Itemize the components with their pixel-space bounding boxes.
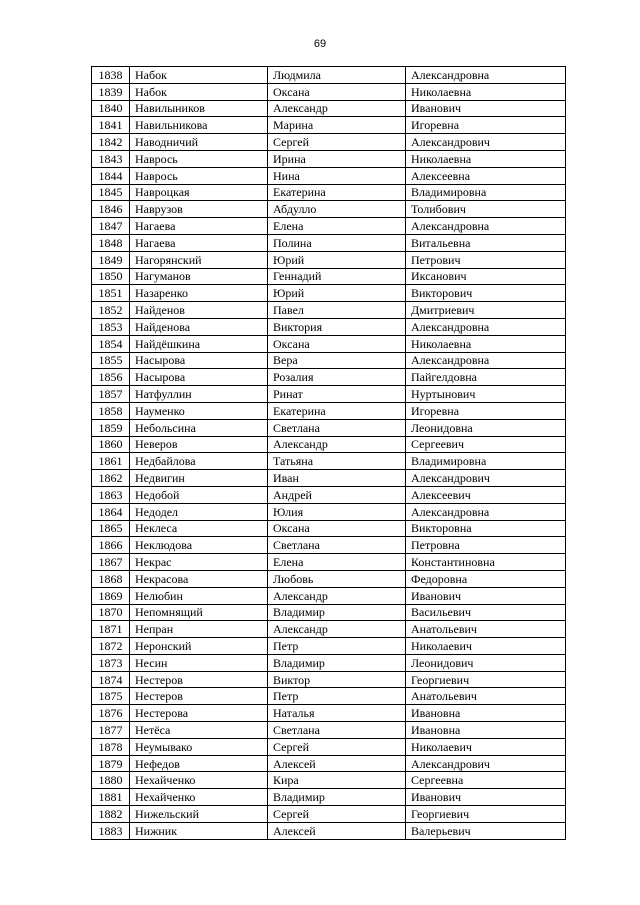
first-name-cell: Елена <box>268 218 406 235</box>
first-name-cell: Виктор <box>268 671 406 688</box>
table-row <box>92 671 566 688</box>
patronymic-cell: Николаевна <box>406 83 566 100</box>
row-number-cell: 1869 <box>92 587 130 604</box>
patronymic-cell: Сергеевна <box>406 772 566 789</box>
surname-cell: Наводничий <box>130 134 268 151</box>
row-number-cell: 1883 <box>92 822 130 839</box>
row-number-cell: 1848 <box>92 234 130 251</box>
surname-cell: Навилыников <box>130 100 268 117</box>
surname-cell: Неклеса <box>130 520 268 537</box>
first-name-cell: Владимир <box>268 654 406 671</box>
patronymic-cell: Александровна <box>406 318 566 335</box>
first-name-cell: Екатерина <box>268 402 406 419</box>
table-row <box>92 352 566 369</box>
surname-cell: Нехайченко <box>130 772 268 789</box>
surname-cell: Нефедов <box>130 755 268 772</box>
surname-cell: Нагаева <box>130 218 268 235</box>
table-row <box>92 654 566 671</box>
row-number-cell: 1849 <box>92 251 130 268</box>
row-number-cell: 1856 <box>92 369 130 386</box>
first-name-cell: Иван <box>268 470 406 487</box>
first-name-cell: Александр <box>268 100 406 117</box>
surname-cell: Набок <box>130 67 268 84</box>
table-row <box>92 100 566 117</box>
row-number-cell: 1878 <box>92 738 130 755</box>
row-number-cell: 1841 <box>92 117 130 134</box>
row-number-cell: 1857 <box>92 386 130 403</box>
table-row <box>92 419 566 436</box>
patronymic-cell: Игоревна <box>406 117 566 134</box>
table-row <box>92 369 566 386</box>
patronymic-cell: Иванович <box>406 587 566 604</box>
row-number-cell: 1874 <box>92 671 130 688</box>
surname-cell: Нестерова <box>130 705 268 722</box>
patronymic-cell: Иванович <box>406 100 566 117</box>
first-name-cell: Абдулло <box>268 201 406 218</box>
surname-cell: Навильникова <box>130 117 268 134</box>
table-row <box>92 67 566 84</box>
table-row <box>92 772 566 789</box>
row-number-cell: 1864 <box>92 503 130 520</box>
patronymic-cell: Иванович <box>406 789 566 806</box>
surname-cell: Нестеров <box>130 688 268 705</box>
row-number-cell: 1863 <box>92 486 130 503</box>
first-name-cell: Оксана <box>268 83 406 100</box>
surname-cell: Нетёса <box>130 722 268 739</box>
patronymic-cell: Александровна <box>406 67 566 84</box>
surname-cell: Найденов <box>130 302 268 319</box>
table-row <box>92 201 566 218</box>
patronymic-cell: Ивановна <box>406 722 566 739</box>
surname-cell: Неклюдова <box>130 537 268 554</box>
table-row <box>92 604 566 621</box>
table-row <box>92 318 566 335</box>
patronymic-cell: Ивановна <box>406 705 566 722</box>
table-row <box>92 470 566 487</box>
first-name-cell: Ирина <box>268 150 406 167</box>
surname-cell: Наврузов <box>130 201 268 218</box>
row-number-cell: 1855 <box>92 352 130 369</box>
first-name-cell: Виктория <box>268 318 406 335</box>
patronymic-cell: Владимировна <box>406 453 566 470</box>
row-number-cell: 1877 <box>92 722 130 739</box>
table-row <box>92 117 566 134</box>
row-number-cell: 1846 <box>92 201 130 218</box>
patronymic-cell: Алексеевна <box>406 167 566 184</box>
first-name-cell: Петр <box>268 688 406 705</box>
table-row <box>92 503 566 520</box>
first-name-cell: Наталья <box>268 705 406 722</box>
row-number-cell: 1858 <box>92 402 130 419</box>
patronymic-cell: Дмитриевич <box>406 302 566 319</box>
table-row <box>92 722 566 739</box>
row-number-cell: 1866 <box>92 537 130 554</box>
surname-cell: Непран <box>130 621 268 638</box>
row-number-cell: 1872 <box>92 638 130 655</box>
surname-cell: Нехайченко <box>130 789 268 806</box>
patronymic-cell: Александрович <box>406 470 566 487</box>
patronymic-cell: Николаевич <box>406 638 566 655</box>
table-row <box>92 621 566 638</box>
row-number-cell: 1870 <box>92 604 130 621</box>
first-name-cell: Людмила <box>268 67 406 84</box>
table-row <box>92 453 566 470</box>
patronymic-cell: Александрович <box>406 134 566 151</box>
surname-cell: Некрасова <box>130 570 268 587</box>
first-name-cell: Розалия <box>268 369 406 386</box>
row-number-cell: 1845 <box>92 184 130 201</box>
patronymic-cell: Николаевич <box>406 738 566 755</box>
table-row <box>92 755 566 772</box>
table-row <box>92 822 566 839</box>
row-number-cell: 1839 <box>92 83 130 100</box>
table-row <box>92 520 566 537</box>
patronymic-cell: Владимировна <box>406 184 566 201</box>
registry-table <box>91 66 566 840</box>
first-name-cell: Александр <box>268 621 406 638</box>
row-number-cell: 1851 <box>92 285 130 302</box>
surname-cell: Назаренко <box>130 285 268 302</box>
first-name-cell: Сергей <box>268 806 406 823</box>
row-number-cell: 1862 <box>92 470 130 487</box>
first-name-cell: Сергей <box>268 134 406 151</box>
row-number-cell: 1853 <box>92 318 130 335</box>
patronymic-cell: Александрович <box>406 755 566 772</box>
surname-cell: Недвигин <box>130 470 268 487</box>
first-name-cell: Сергей <box>268 738 406 755</box>
surname-cell: Нелюбин <box>130 587 268 604</box>
first-name-cell: Нина <box>268 167 406 184</box>
first-name-cell: Полина <box>268 234 406 251</box>
patronymic-cell: Константиновна <box>406 554 566 571</box>
first-name-cell: Марина <box>268 117 406 134</box>
table-row <box>92 806 566 823</box>
patronymic-cell: Петрович <box>406 251 566 268</box>
table-row <box>92 587 566 604</box>
first-name-cell: Геннадий <box>268 268 406 285</box>
row-number-cell: 1876 <box>92 705 130 722</box>
row-number-cell: 1854 <box>92 335 130 352</box>
row-number-cell: 1882 <box>92 806 130 823</box>
row-number-cell: 1850 <box>92 268 130 285</box>
surname-cell: Недобой <box>130 486 268 503</box>
table-row <box>92 688 566 705</box>
row-number-cell: 1880 <box>92 772 130 789</box>
row-number-cell: 1840 <box>92 100 130 117</box>
patronymic-cell: Васильевич <box>406 604 566 621</box>
surname-cell: Нестеров <box>130 671 268 688</box>
row-number-cell: 1859 <box>92 419 130 436</box>
table-row <box>92 218 566 235</box>
surname-cell: Науменко <box>130 402 268 419</box>
first-name-cell: Александр <box>268 436 406 453</box>
row-number-cell: 1860 <box>92 436 130 453</box>
patronymic-cell: Александровна <box>406 503 566 520</box>
table-row <box>92 167 566 184</box>
table-row <box>92 486 566 503</box>
patronymic-cell: Николаевна <box>406 150 566 167</box>
patronymic-cell: Леонидовна <box>406 419 566 436</box>
row-number-cell: 1861 <box>92 453 130 470</box>
surname-cell: Набок <box>130 83 268 100</box>
patronymic-cell: Александровна <box>406 352 566 369</box>
patronymic-cell: Николаевна <box>406 335 566 352</box>
patronymic-cell: Петровна <box>406 537 566 554</box>
row-number-cell: 1843 <box>92 150 130 167</box>
first-name-cell: Петр <box>268 638 406 655</box>
surname-cell: Непомнящий <box>130 604 268 621</box>
row-number-cell: 1865 <box>92 520 130 537</box>
first-name-cell: Татьяна <box>268 453 406 470</box>
patronymic-cell: Георгиевич <box>406 806 566 823</box>
patronymic-cell: Леонидович <box>406 654 566 671</box>
patronymic-cell: Анатольевич <box>406 688 566 705</box>
row-number-cell: 1867 <box>92 554 130 571</box>
surname-cell: Нагуманов <box>130 268 268 285</box>
first-name-cell: Кира <box>268 772 406 789</box>
table-row <box>92 302 566 319</box>
patronymic-cell: Витальевна <box>406 234 566 251</box>
surname-cell: Найденова <box>130 318 268 335</box>
table-row <box>92 402 566 419</box>
row-number-cell: 1844 <box>92 167 130 184</box>
first-name-cell: Оксана <box>268 335 406 352</box>
table-row <box>92 134 566 151</box>
patronymic-cell: Алексеевич <box>406 486 566 503</box>
table-row <box>92 234 566 251</box>
table-row <box>92 436 566 453</box>
patronymic-cell: Александровна <box>406 218 566 235</box>
surname-cell: Наврось <box>130 150 268 167</box>
surname-cell: Небольсина <box>130 419 268 436</box>
first-name-cell: Елена <box>268 554 406 571</box>
patronymic-cell: Игоревна <box>406 402 566 419</box>
first-name-cell: Владимир <box>268 789 406 806</box>
table-row <box>92 150 566 167</box>
table-row <box>92 554 566 571</box>
patronymic-cell: Георгиевич <box>406 671 566 688</box>
first-name-cell: Светлана <box>268 537 406 554</box>
first-name-cell: Любовь <box>268 570 406 587</box>
surname-cell: Насырова <box>130 352 268 369</box>
first-name-cell: Андрей <box>268 486 406 503</box>
table-row <box>92 705 566 722</box>
surname-cell: Найдёшкина <box>130 335 268 352</box>
surname-cell: Неронский <box>130 638 268 655</box>
row-number-cell: 1881 <box>92 789 130 806</box>
first-name-cell: Юлия <box>268 503 406 520</box>
table-row <box>92 251 566 268</box>
table-row <box>92 789 566 806</box>
surname-cell: Несин <box>130 654 268 671</box>
first-name-cell: Алексей <box>268 755 406 772</box>
patronymic-cell: Толибович <box>406 201 566 218</box>
surname-cell: Натфуллин <box>130 386 268 403</box>
first-name-cell: Светлана <box>268 722 406 739</box>
patronymic-cell: Нуртынович <box>406 386 566 403</box>
patronymic-cell: Иксанович <box>406 268 566 285</box>
table-row <box>92 386 566 403</box>
row-number-cell: 1868 <box>92 570 130 587</box>
surname-cell: Неверов <box>130 436 268 453</box>
first-name-cell: Вера <box>268 352 406 369</box>
surname-cell: Навроцкая <box>130 184 268 201</box>
surname-cell: Нагаева <box>130 234 268 251</box>
surname-cell: Нижник <box>130 822 268 839</box>
row-number-cell: 1838 <box>92 67 130 84</box>
table-row <box>92 738 566 755</box>
table-row <box>92 83 566 100</box>
row-number-cell: 1847 <box>92 218 130 235</box>
page-number: 69 <box>313 38 327 50</box>
row-number-cell: 1879 <box>92 755 130 772</box>
table-row <box>92 184 566 201</box>
first-name-cell: Екатерина <box>268 184 406 201</box>
patronymic-cell: Сергеевич <box>406 436 566 453</box>
patronymic-cell: Валерьевич <box>406 822 566 839</box>
surname-cell: Некрас <box>130 554 268 571</box>
patronymic-cell: Викторович <box>406 285 566 302</box>
first-name-cell: Светлана <box>268 419 406 436</box>
table-row <box>92 570 566 587</box>
surname-cell: Неумывако <box>130 738 268 755</box>
table-row <box>92 335 566 352</box>
surname-cell: Насырова <box>130 369 268 386</box>
row-number-cell: 1871 <box>92 621 130 638</box>
first-name-cell: Александр <box>268 587 406 604</box>
surname-cell: Недодел <box>130 503 268 520</box>
first-name-cell: Ринат <box>268 386 406 403</box>
patronymic-cell: Анатольевич <box>406 621 566 638</box>
patronymic-cell: Пайгелдовна <box>406 369 566 386</box>
registry-table-body <box>92 67 566 840</box>
first-name-cell: Павел <box>268 302 406 319</box>
first-name-cell: Алексей <box>268 822 406 839</box>
first-name-cell: Юрий <box>268 251 406 268</box>
surname-cell: Нижельский <box>130 806 268 823</box>
surname-cell: Нагорянский <box>130 251 268 268</box>
table-row <box>92 268 566 285</box>
row-number-cell: 1875 <box>92 688 130 705</box>
row-number-cell: 1873 <box>92 654 130 671</box>
first-name-cell: Оксана <box>268 520 406 537</box>
table-row <box>92 537 566 554</box>
patronymic-cell: Викторовна <box>406 520 566 537</box>
first-name-cell: Владимир <box>268 604 406 621</box>
patronymic-cell: Федоровна <box>406 570 566 587</box>
first-name-cell: Юрий <box>268 285 406 302</box>
row-number-cell: 1842 <box>92 134 130 151</box>
surname-cell: Недбайлова <box>130 453 268 470</box>
table-row <box>92 638 566 655</box>
surname-cell: Наврось <box>130 167 268 184</box>
table-row <box>92 285 566 302</box>
row-number-cell: 1852 <box>92 302 130 319</box>
